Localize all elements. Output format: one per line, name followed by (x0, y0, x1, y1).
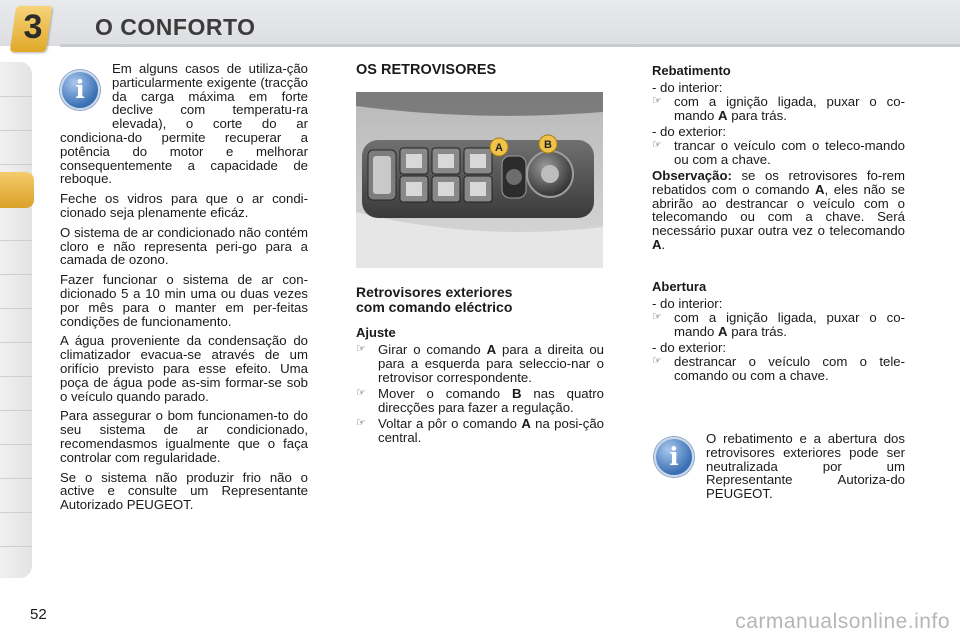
pointing-hand-icon: ☞ (652, 95, 662, 107)
bullet-item (652, 95, 905, 123)
paragraph: Fazer funcionar o sistema de ar con-dicionado 5 a 10 min uma ou duas vezes por mês para o manter em per-feitas condições de funcionamento. (60, 272, 308, 329)
note-label: Observação: (652, 168, 732, 183)
chapter-tab-divider (0, 444, 32, 445)
bullet-text: na posi-ção central. (378, 416, 604, 445)
from-inside-label: - do interior: (652, 80, 723, 95)
pointing-hand-icon: ☞ (652, 139, 662, 151)
note-paragraph (652, 169, 905, 252)
control-key: A (652, 236, 662, 252)
bullet-item (356, 387, 604, 415)
bullet-text: trancar o veículo com o teleco-mando ou com a chave. (674, 138, 905, 167)
info-icon: i (654, 437, 694, 477)
bullet-text: para a direita ou para a esquerda para seleccio-nar o retrovisor correspondente. (378, 342, 604, 385)
subsection-title (356, 285, 512, 315)
control-key: A (718, 323, 728, 339)
chapter-tab-divider (0, 240, 32, 241)
bullet-text: Girar o comando (378, 342, 487, 357)
header-underline (60, 44, 960, 47)
pointing-hand-icon: ☞ (652, 311, 662, 323)
bullet-text: destrancar o veículo com o tele-comando ou com a chave. (674, 354, 905, 383)
chapter-tab-divider (0, 96, 32, 97)
pointing-hand-icon: ☞ (356, 343, 366, 355)
control-key: A (815, 181, 825, 197)
mirror-control-photo (356, 92, 603, 268)
chapter-tab-divider (0, 478, 32, 479)
paragraph: O sistema de ar condicionado não contém cloro e não representa peri-go para a camada de ozono. (60, 224, 308, 268)
chapter-title: O CONFORTO (95, 14, 256, 40)
folding-heading: Rebatimento (652, 63, 731, 78)
pointing-hand-icon: ☞ (356, 417, 366, 429)
chapter-tab-strip (0, 62, 32, 578)
from-inside-label: - do interior: (652, 296, 723, 311)
pointing-hand-icon: ☞ (652, 355, 662, 367)
subtitle-line: com comando eléctrico (356, 299, 513, 315)
bullet-item (652, 139, 905, 167)
chapter-tab-divider (0, 130, 32, 131)
note-text: . (661, 236, 666, 252)
label-a: A (495, 142, 503, 154)
bullet-text: Mover o comando (378, 386, 512, 401)
opening-heading: Abertura (652, 279, 707, 294)
info-icon: i (60, 70, 100, 110)
control-key: A (718, 107, 728, 123)
control-key: B (511, 386, 522, 401)
paragraph: A água proveniente da condensação do climatizador evacua-se através de um orifício previsto para esse efeito. Uma poça de água pode as-sim formar-se sob o veículo quando parado. (60, 333, 308, 404)
bullet-text: Voltar a pôr o comando (378, 416, 522, 431)
paragraph: Para assegurar o bom funcionamen-to do seu sistema de ar condicionado, recomendasmos igualmente que o faça controlar com regularidade. (60, 408, 308, 465)
bullet-item (652, 311, 905, 339)
from-outside-label: - do exterior: (652, 124, 727, 139)
bullet-text: para trás. (727, 107, 787, 123)
bullet-text: para trás. (727, 323, 787, 339)
left-column (60, 62, 308, 518)
control-key: A (521, 416, 531, 431)
chapter-tab-divider (0, 410, 32, 411)
from-outside-label: - do exterior: (652, 340, 727, 355)
watermark: carmanualsonline.info (735, 610, 950, 633)
chapter-number: 3 (23, 8, 43, 46)
info-box-text: O rebatimento e a abertura dos retrovisores exteriores pode ser neutralizada por um Representante Autoriza-do PEUGEOT. (706, 431, 905, 502)
bullet-text: com a ignição ligada, puxar o co-mando (674, 94, 905, 123)
bullet-item (356, 343, 604, 384)
bullet-item (356, 417, 604, 445)
section-title: OS RETROVISORES (356, 62, 497, 78)
page-number: 52 (30, 606, 47, 623)
chapter-tab-divider (0, 342, 32, 343)
bullet-text: nas quatro direcções para fazer a regulação. (378, 386, 605, 415)
paragraph: Feche os vidros para que o ar condi-cionado seja plenamente eficáz. (60, 191, 308, 220)
label-b: B (544, 139, 552, 151)
bullet-item (652, 355, 905, 383)
adjust-heading: Ajuste (356, 325, 396, 340)
chapter-tab-divider (0, 512, 32, 513)
subtitle-line: Retrovisores exteriores (356, 284, 513, 300)
pointing-hand-icon: ☞ (356, 387, 366, 399)
note-text: se os retrovisores fo-rem rebatidos com o comando (652, 168, 905, 197)
note-text: , eles não se abrirão ao destrancar o veículo com o telecomando ou com a chave. Será necessário puxar outra vez o telecomando (652, 181, 906, 239)
door-panel-illustration (356, 92, 603, 268)
chapter-tab-divider (0, 274, 32, 275)
control-key: A (486, 342, 497, 357)
paragraph: Em alguns casos de utiliza-ção particularmente exigente (tracção da carga máxima em forte declive com temperatu-ra elevada), o corte do ar condiciona-do permite recuperar a potência do motor e melhorar consequentemente a capacidade de reboque. (60, 61, 308, 187)
chapter-tab-divider (0, 376, 32, 377)
chapter-tab-active (0, 172, 34, 208)
bullet-text: com a ignição ligada, puxar o co-mando (674, 310, 905, 339)
chapter-tab-divider (0, 308, 32, 309)
paragraph: Se o sistema não produzir frio não o active e consulte um Representante Autorizado PEUGEOT. (60, 469, 308, 513)
chapter-tab-divider (0, 164, 32, 165)
chapter-tab-divider (0, 546, 32, 547)
